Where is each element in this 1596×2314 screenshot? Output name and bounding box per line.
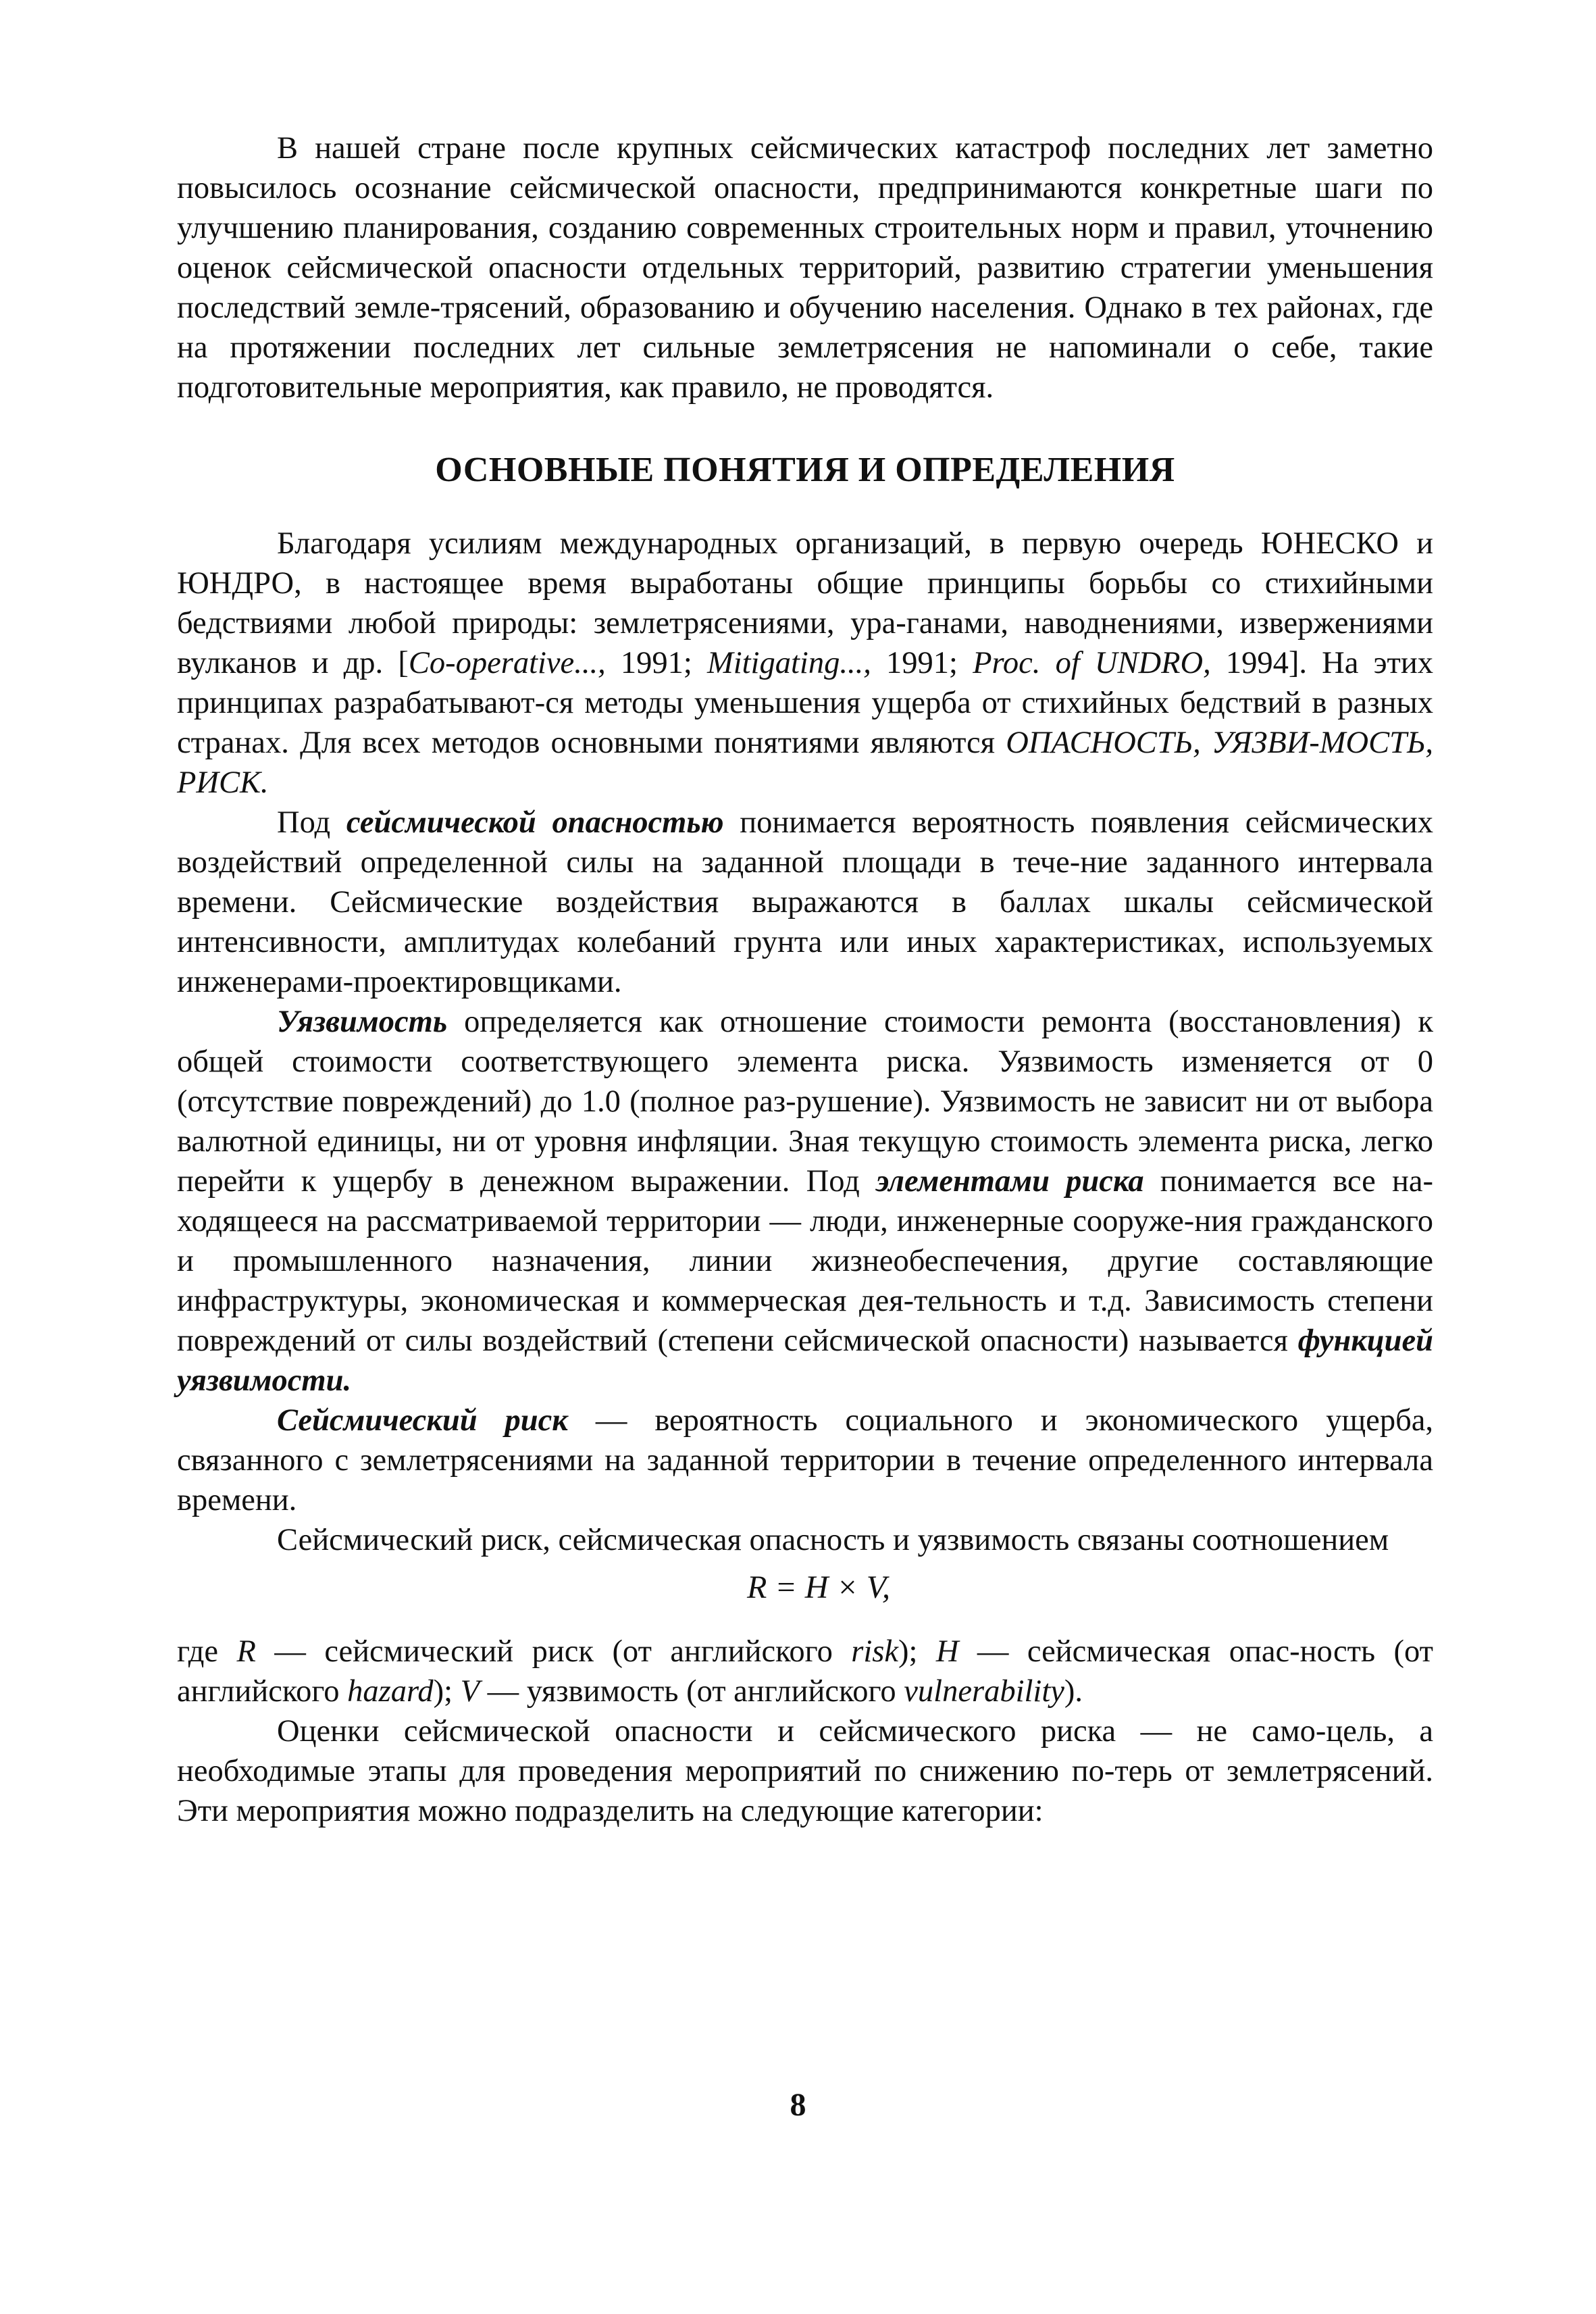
relation-text: Сейсмический риск, сейсмическая опасность и уязвимость связаны соотношением — [277, 1523, 1389, 1557]
where-text-b: — сейсмический риск (от английского — [255, 1634, 852, 1669]
risk-paragraph — [177, 1401, 1433, 1520]
vulnerability-paragraph — [177, 1002, 1433, 1401]
risk-formula: R = H × V, — [747, 1569, 890, 1605]
reference-undro: Proc. of UNDRO, — [973, 646, 1211, 680]
principles-text-a: Благодаря усилиям международных организаций, в первую очередь ЮНЕСКО и ЮНДРО, в настоящее время выработаны общие принципы борьбы со стихийными бедствиями любой природы: землетрясениями, ура-ганами, наводнениями, извержениями вулканов и др. [ — [177, 526, 1433, 680]
where-text-g: ). — [1064, 1674, 1083, 1709]
where-text-e: ); — [433, 1674, 461, 1709]
principles-text-b: 1991; — [605, 646, 707, 680]
where-paragraph — [177, 1632, 1433, 1711]
key-terms: ОПАСНОСТЬ, УЯЗВИ-МОСТЬ, РИСК. — [177, 726, 1434, 800]
term-vulnerability: Уязвимость — [277, 1005, 448, 1039]
term-seismic-risk: Сейсмический риск — [277, 1403, 568, 1438]
term-risk-elements: элементами риска — [876, 1164, 1144, 1199]
final-text: Оценки сейсмической опасности и сейсмического риска — не само-цель, а необходимые этапы для проведения мероприятий по снижению по-терь от землетрясений. Эти мероприятия можно подразделить на следующие категории: — [177, 1714, 1433, 1828]
principles-text-c: 1991; — [871, 646, 973, 680]
hazard-paragraph — [177, 803, 1433, 1002]
section-heading: ОСНОВНЫЕ ПОНЯТИЯ И ОПРЕДЕЛЕНИЯ — [435, 451, 1175, 489]
relation-paragraph — [177, 1520, 1433, 1560]
vulnerability-text-a: определяется как отношение стоимости ремонта (восстановления) к общей стоимости соответствующего элемента риска. Уязвимость изменяется от 0 (отсутствие повреждений) до 1.0 (полное раз-рушение). Уязвимость не зависит ни от выбора валютной единицы, ни от уровня инфляции. Зная текущую стоимость элемента риска, легко перейти к ущербу в денежном выражении. Под — [177, 1005, 1433, 1199]
reference-cooperative: Co-operative..., — [408, 646, 606, 680]
final-paragraph — [177, 1711, 1433, 1831]
principles-text-d: 1994]. На этих принципах разрабатывают-ся методы уменьшения ущерба от стихийных бедствий в разных странах. Для всех методов основными понятиями являются — [177, 646, 1433, 760]
word-risk: risk — [851, 1634, 899, 1669]
page-number: 8 — [790, 2087, 806, 2123]
variable-v: V — [460, 1674, 480, 1709]
reference-mitigating: Mitigating..., — [706, 646, 871, 680]
variable-r: R — [236, 1634, 256, 1669]
word-hazard: hazard — [347, 1674, 434, 1709]
word-vulnerability: vulnerability — [904, 1674, 1064, 1709]
where-text-f: — уязвимость (от английского — [480, 1674, 904, 1709]
term-seismic-hazard: сейсмической опасностью — [346, 805, 724, 840]
principles-paragraph — [177, 524, 1433, 803]
term-vulnerability-function: функцией уязвимости. — [177, 1324, 1433, 1398]
hazard-text-b: понимается вероятность появления сейсмических воздействий определенной силы на заданной площади в тече-ние заданного интервала времени. Сейсмические воздействия выражаются в баллах шкалы сейсмической интенсивности, амплитудах колебаний грунта или иных характеристиках, используемых инженерами-проектировщиками. — [177, 805, 1433, 999]
intro-text: В нашей стране после крупных сейсмических катастроф последних лет заметно повысилось осознание сейсмической опасности, предпринимаются конкретные шаги по улучшению планирования, созданию современных строительных норм и правил, уточнению оценок сейсмической опасности отдельных территорий, развитию стратегии уменьшения последствий земле-трясений, образованию и обучению населения. Однако в тех районах, где на протяжении последних лет сильные землетрясения не напоминали о себе, такие подготовительные мероприятия, как правило, не проводятся. — [177, 131, 1433, 405]
vulnerability-text-b: понимается все на-ходящееся на рассматриваемой территории — люди, инженерные сооруже-ния гражданского и промышленного назначения, линии жизнеобеспечения, другие составляющие инфраструктуры, экономическая и коммерческая дея-тельность и т.д. Зависимость степени повреждений от силы воздействий (степени сейсмической опасности) называется — [177, 1164, 1433, 1358]
variable-h: H — [935, 1634, 959, 1669]
intro-paragraph — [177, 128, 1433, 407]
hazard-text-a: Под — [277, 805, 346, 840]
risk-text-a: — вероятность социального и экономического ущерба, связанного с землетрясениями на заданной территории в течение определенного интервала времени. — [177, 1403, 1433, 1517]
section-heading-wrap — [177, 447, 1433, 494]
where-text-c: ); — [898, 1634, 936, 1669]
where-text-d: — сейсмическая опас-ность (от английского — [177, 1634, 1433, 1709]
where-text-a: где — [177, 1634, 237, 1669]
page-body — [177, 128, 1433, 1831]
